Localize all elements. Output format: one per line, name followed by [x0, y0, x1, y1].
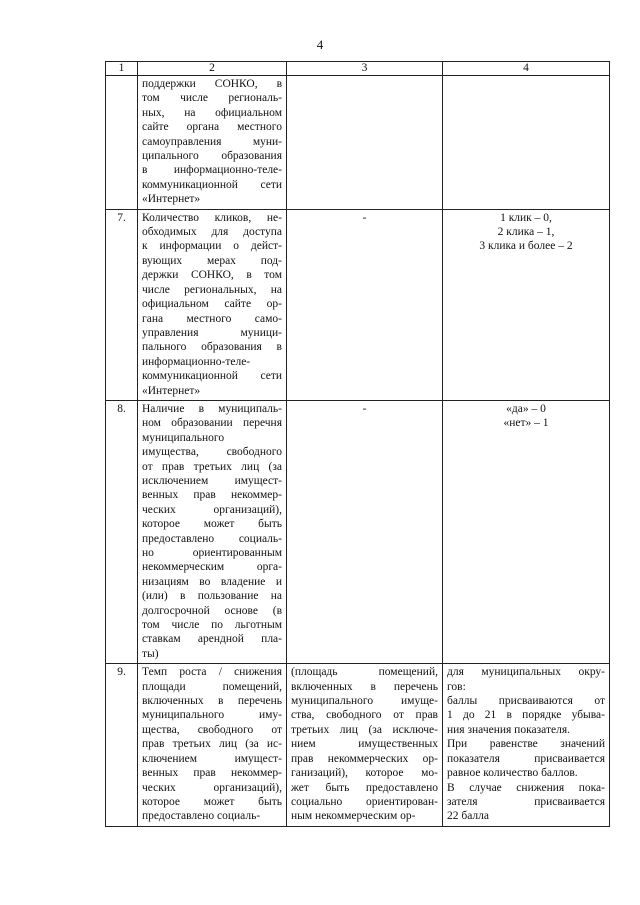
cell-text-line: - [362, 211, 367, 224]
cell-text-line: долгосрочной основе (в [142, 604, 282, 617]
cell-text-line: ческих организаций), [142, 503, 282, 516]
row-number: 9. [106, 664, 138, 826]
page-number: 4 [316, 37, 324, 52]
cell-text-line: имущества, свободного [142, 446, 282, 459]
cell-text-line: которое может быть [142, 795, 282, 808]
cell-text-line: низациям во владение и [142, 575, 282, 588]
column-header-2: 2 [138, 62, 287, 76]
cell-text-line: предоставлено социаль- [142, 810, 261, 823]
cell-text-line: ных, на официальном [142, 106, 282, 119]
cell-text-line: щества, свободного от [142, 723, 282, 736]
cell-text-line: к информации о дейст- [142, 240, 282, 253]
cell-text-line: прав третьих лиц (за ис- [142, 738, 282, 751]
cell-text-line: «да» – 0 [506, 402, 546, 415]
scoring-cell [443, 76, 610, 210]
cell-text-line: включенных в перечень [291, 680, 438, 693]
cell-text-line: исключением имущест- [142, 474, 282, 487]
indicator-name-cell [138, 76, 287, 210]
cell-text-line: баллы присваиваются от [447, 695, 605, 708]
indicator-name-cell [138, 209, 287, 400]
cell-text-line: которое может быть [142, 518, 282, 531]
cell-text-line: гана местного само- [142, 312, 282, 325]
scoring-cell [443, 664, 610, 826]
formula-cell [287, 400, 443, 663]
row-number: 7. [106, 209, 138, 400]
cell-text-line: включенных в перечень [142, 695, 282, 708]
cell-text-line: коммуникационной сети [142, 178, 282, 191]
column-header-3: 3 [287, 62, 443, 76]
cell-text-line: прав некоммерческих ор- [291, 752, 438, 765]
cell-text-line: гов: [447, 680, 466, 693]
cell-text-line: (площадь помещений, [291, 666, 438, 679]
indicator-name-cell [138, 400, 287, 663]
cell-text-line: поддержки СОНКО, в [142, 78, 282, 90]
cell-text-line: управления муници- [142, 326, 282, 339]
cell-text-line: венных прав некоммер- [142, 489, 282, 502]
formula-cell [287, 664, 443, 826]
cell-text-line: муниципального имуще- [291, 695, 438, 708]
table-row [106, 209, 610, 400]
cell-text-line: венных прав некоммер- [142, 767, 282, 780]
cell-text-line: ческих организаций), [142, 781, 282, 794]
cell-text-line: официальном сайте ор- [142, 298, 282, 311]
cell-text-line: ты) [142, 647, 159, 660]
cell-text-line: Наличие в муниципаль- [142, 402, 282, 415]
cell-text-line: ном образовании перечня [142, 417, 282, 430]
cell-text-line: ганизаций), которое мо- [291, 767, 438, 780]
cell-text-line: информационно-теле- [142, 355, 251, 368]
cell-text-line: 1 до 21 в порядке убыва- [447, 709, 605, 722]
cell-text-line: некоммерческим орга- [142, 561, 282, 574]
cell-text-line: обходимых для доступа [142, 226, 282, 239]
cell-text-line: муниципального [142, 431, 225, 444]
cell-text-line: ства, свободного от прав [291, 709, 438, 722]
table-row [106, 76, 610, 210]
cell-text-line: том числе по льготным [142, 619, 282, 632]
scoring-cell [443, 209, 610, 400]
cell-text-line: ным некоммерческим ор- [291, 810, 416, 823]
cell-text-line: вующих мерах под- [142, 254, 282, 267]
cell-text-line: от прав третьих лиц (за [142, 460, 282, 473]
cell-text-line: 1 клик – 0, [500, 211, 552, 224]
cell-text-line: - [362, 402, 367, 415]
table-body [106, 76, 610, 827]
cell-text-line: «нет» – 1 [503, 417, 549, 430]
column-header-1: 1 [106, 62, 138, 76]
cell-text-line: площади помещений, [142, 680, 282, 693]
cell-text-line: «Интернет» [142, 384, 201, 397]
cell-text-line: Количество кликов, не- [142, 211, 282, 224]
cell-text-line: сайте органа местного [142, 121, 282, 134]
cell-text-line: ния значения показателя. [447, 723, 570, 736]
cell-text-line: для муниципальных окру- [447, 666, 605, 679]
cell-text-line: жет быть предоставлено [291, 781, 438, 794]
indicator-table [105, 61, 610, 827]
cell-text-line: ципального образования [142, 150, 282, 163]
cell-text-line: третьих лиц (за исключе- [291, 723, 438, 736]
column-header-4: 4 [443, 62, 610, 76]
cell-text-line: равное количество баллов. [447, 767, 578, 780]
cell-text-line: предоставлено социаль- [142, 532, 282, 545]
cell-text-line: «Интернет» [142, 193, 201, 206]
row-number [106, 76, 138, 210]
cell-text-line: держки СОНКО, в том [142, 269, 282, 282]
scoring-cell [443, 400, 610, 663]
indicator-name-cell [138, 664, 287, 826]
cell-text-line: показателя присваивается [447, 752, 605, 765]
table-row [106, 664, 610, 826]
cell-text-line: 22 балла [447, 810, 490, 823]
cell-text-line: муниципального иму- [142, 709, 282, 722]
cell-text-line: самоуправления муни- [142, 135, 282, 148]
cell-text-line: социально ориентирован- [291, 795, 438, 808]
cell-text-line: в информационно-теле- [142, 164, 282, 177]
cell-text-line: (или) в пользование на [142, 590, 282, 603]
cell-text-line: коммуникационной сети [142, 370, 282, 383]
cell-text-line: пального образования в [142, 341, 282, 354]
cell-text-line: 2 клика – 1, [497, 226, 555, 239]
cell-text-line: В случае снижения пока- [447, 781, 605, 794]
formula-cell [287, 209, 443, 400]
cell-text-line: ставкам арендной пла- [142, 633, 282, 646]
cell-text-line: числе региональных, на [142, 283, 282, 296]
cell-text-line: нием имущественных [291, 738, 438, 751]
row-number: 8. [106, 400, 138, 663]
cell-text-line: том числе региональ- [142, 92, 282, 105]
cell-text-line: ключением имущест- [142, 752, 282, 765]
cell-text-line: зателя присваивается [447, 795, 605, 808]
cell-text-line: но ориентированным [142, 547, 282, 559]
table-header-row [106, 62, 610, 76]
cell-text-line: 3 клика и более – 2 [479, 240, 573, 253]
formula-cell [287, 76, 443, 210]
table-row [106, 400, 610, 663]
cell-text-line: При равенстве значений [447, 738, 605, 751]
cell-text-line: Темп роста / снижения [142, 666, 282, 679]
